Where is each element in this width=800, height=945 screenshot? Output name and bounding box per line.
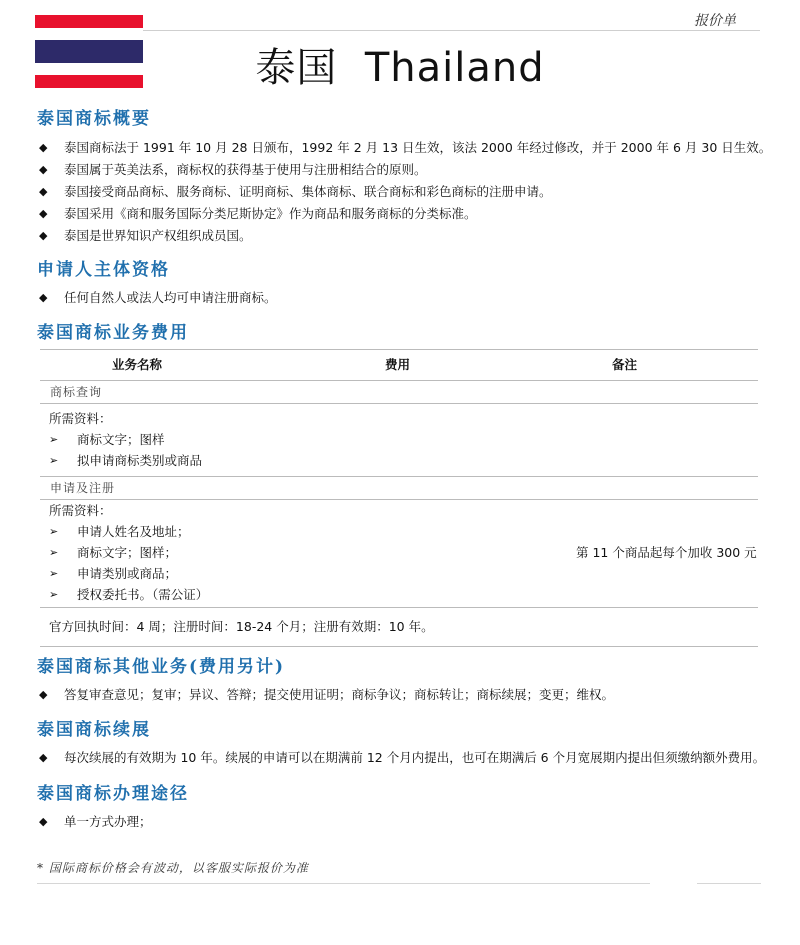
renewal-list <box>37 747 767 769</box>
table-row: ➢ 拟申请商标类别或商品 <box>40 450 758 471</box>
list-item: ◆ 泰国采用《商和服务国际分类尼斯协定》作为商品和服务商标的分类标准。 <box>37 203 767 225</box>
list-item: ◆ 单一方式办理； <box>37 811 767 833</box>
overview-list <box>37 137 772 247</box>
diamond-bullet-icon: ◆ <box>39 751 48 764</box>
diamond-bullet-icon: ◆ <box>39 163 48 176</box>
arrowhead-bullet-icon: ➢ <box>49 588 59 601</box>
diamond-bullet-icon: ◆ <box>39 815 48 828</box>
fees-heading: 泰国商标业务费用 <box>37 323 189 343</box>
diamond-bullet-icon: ◆ <box>39 229 48 242</box>
list-item: ◆ 答复审查意见；复审；异议、答辩；提交使用证明；商标争议；商标转让；商标续展；变更；维权。 <box>37 684 767 706</box>
table-header <box>40 350 758 380</box>
arrowhead-bullet-icon: ➢ <box>49 546 59 559</box>
column-header-remark: 备注 <box>612 357 638 372</box>
table-row: ➢ 商标文字；图样； 第 11 个商品起每个加收 300 元 <box>40 542 758 563</box>
table-row: ➢ 授权委托书。（需公证） <box>40 584 758 605</box>
list-item: ◆ 任何自然人或法人均可申请注册商标。 <box>37 287 767 309</box>
eligibility-heading: 申请人主体资格 <box>37 260 170 280</box>
diamond-bullet-icon: ◆ <box>39 207 48 220</box>
column-header-name: 业务名称 <box>112 357 163 372</box>
footer-divider <box>37 883 650 884</box>
arrowhead-bullet-icon: ➢ <box>49 567 59 580</box>
overview-heading: 泰国商标概要 <box>37 109 151 129</box>
table-divider <box>40 403 758 404</box>
materials-label: 所需资料： <box>49 411 112 426</box>
column-header-fee: 费用 <box>385 357 411 372</box>
table-row: ➢ 申请人姓名及地址； <box>40 521 758 542</box>
category-search: 商标查询 <box>50 385 103 399</box>
eligibility-list <box>37 287 767 309</box>
other-services-heading: 泰国商标其他业务(费用另计) <box>37 657 286 677</box>
arrowhead-bullet-icon: ➢ <box>49 433 59 446</box>
list-item: ◆ 泰国接受商品商标、服务商标、证明商标、集体商标、联合商标和彩色商标的注册申请。 <box>37 181 767 203</box>
table-divider <box>40 646 758 647</box>
renewal-heading: 泰国商标续展 <box>37 720 151 740</box>
channel-list <box>37 811 767 833</box>
list-item: ◆ 泰国属于英美法系，商标权的获得基于使用与注册相结合的原则。 <box>37 159 767 181</box>
fee-table <box>40 349 758 647</box>
diamond-bullet-icon: ◆ <box>39 688 48 701</box>
timeline-note: 官方回执时间：4 周；注册时间：18-24 个月；注册有效期：10 年。 <box>49 619 434 634</box>
title-cn: 泰国 <box>255 45 338 91</box>
channel-heading: 泰国商标办理途径 <box>37 784 189 804</box>
list-item: ◆ 泰国商标法于 1991 年 10 月 28 日颁布，1992 年 2 月 13 日生效，该法 2000 年经过修改，并于 2000 年 6 月 30 日生效。 <box>37 137 767 159</box>
diamond-bullet-icon: ◆ <box>39 291 48 304</box>
diamond-bullet-icon: ◆ <box>39 141 48 154</box>
list-item: ◆ 每次续展的有效期为 10 年。续展的申请可以在期满前 12 个月内提出，也可在期满后 6 个月宽展期内提出但须缴纳额外费用。 <box>37 747 767 769</box>
header-divider <box>37 30 760 31</box>
quote-label: 报价单 <box>694 13 736 29</box>
arrowhead-bullet-icon: ➢ <box>49 454 59 467</box>
table-row: ➢ 商标文字；图样 <box>40 429 758 450</box>
materials-label: 所需资料： <box>49 503 112 518</box>
category-registration: 申请及注册 <box>50 481 116 495</box>
table-row: ➢ 申请类别或商品； <box>40 563 758 584</box>
page-title <box>0 36 800 93</box>
registration-remark: 第 11 个商品起每个加收 300 元 <box>576 545 757 560</box>
diamond-bullet-icon: ◆ <box>39 185 48 198</box>
title-en: Thailand <box>364 45 545 91</box>
list-item: ◆ 泰国是世界知识产权组织成员国。 <box>37 225 767 247</box>
other-services-list <box>37 684 767 706</box>
arrowhead-bullet-icon: ➢ <box>49 525 59 538</box>
price-footnote: * 国际商标价格会有波动，以客服实际报价为准 <box>37 861 309 875</box>
footer-divider <box>697 883 761 884</box>
